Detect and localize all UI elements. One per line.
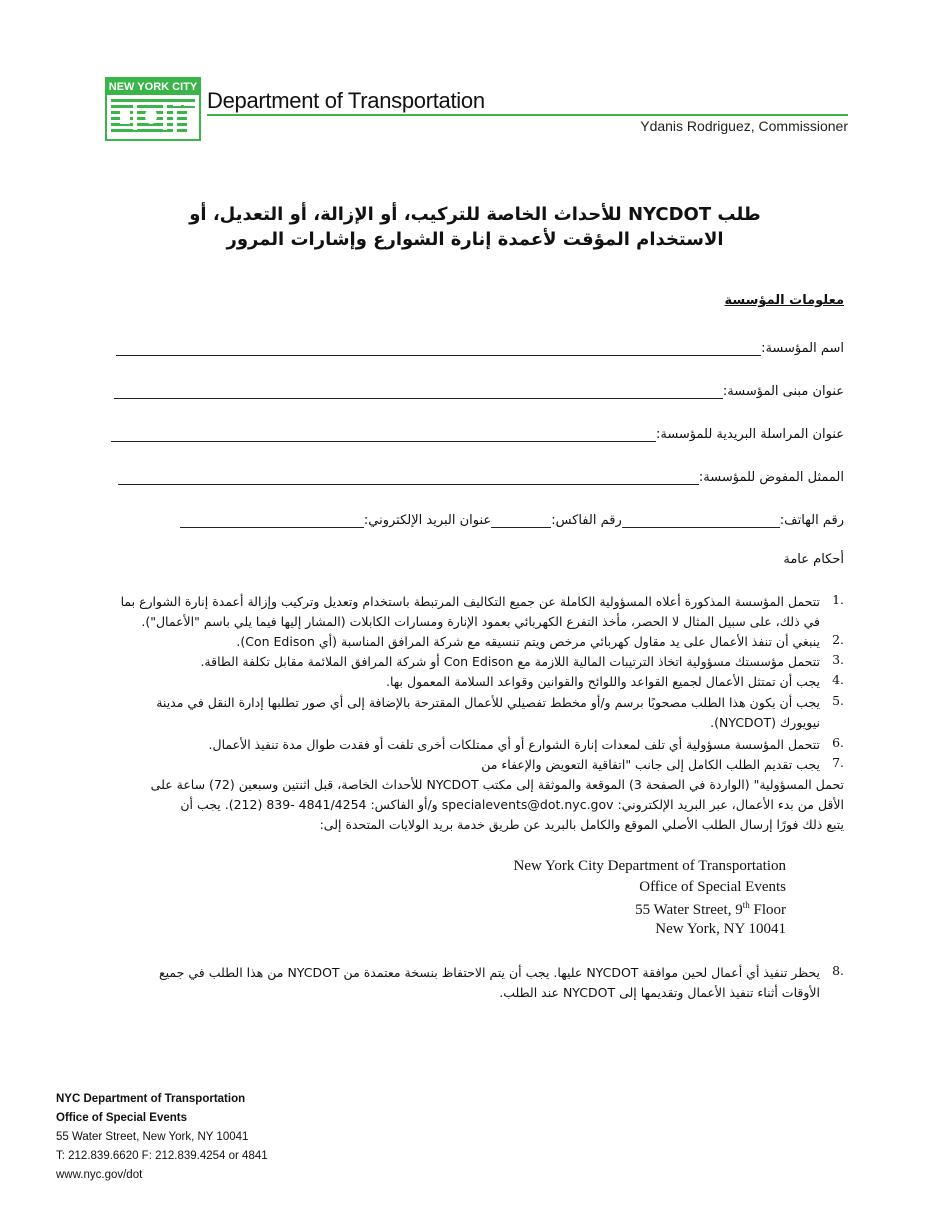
footer-office: Office of Special Events — [56, 1112, 188, 1124]
address-line-1: New York City Department of Transportation — [513, 858, 786, 874]
item-number: 7. — [832, 755, 844, 770]
term-item-7: يجب تقديم الطلب الكامل إلى جانب "اتفاقية التعويض والإعفاء من — [481, 757, 820, 772]
dot-logo-icon — [111, 99, 195, 133]
term-item-8 — [120, 963, 820, 1003]
org-name-input[interactable] — [116, 341, 761, 356]
term-line: تحمل المسؤولية" (الواردة في الصفحة 3) الموقعة والموثقة إلى مكتب NYCDOT للأحداث الخاصة، قبل اثنتين وسبعين (72) ساعة على — [150, 777, 844, 792]
footer-department: NYC Department of Transportation — [56, 1093, 246, 1105]
mailing-address-field — [111, 422, 844, 442]
item-number: 2. — [832, 632, 844, 647]
footer-website[interactable]: www.nyc.gov/dot — [56, 1169, 143, 1181]
email-label: عنوان البريد الإلكتروني: — [363, 513, 492, 528]
mailing-address-input[interactable] — [111, 427, 656, 442]
section-heading-org-info: معلومات المؤسسة — [724, 293, 844, 308]
term-line: يجب أن يكون هذا الطلب مصحوبًا برسم و/أو مخطط تفصيلي للأعمال المقترحة بالإضافة إلى أي صور تطلبها إدارة النقل في مدينة — [156, 695, 820, 710]
term-item-1 — [120, 592, 820, 632]
header-divider — [207, 114, 848, 116]
nyc-dot-logo — [105, 77, 201, 141]
term-line: في ذلك، على سبيل المثال لا الحصر، مأخذ التفرع الكهربائي بعمود الإنارة ومسارات الكابلات (المشار إليها فيما يلي باسم "الأعمال"). — [141, 614, 820, 629]
term-item-6: تتحمل المؤسسة مسؤولية أي تلف لمعدات إنارة الشوارع أو أي ممتلكات أخرى تلفت أو فقدت طوال مدة تنفيذ الأعمال. — [208, 737, 820, 752]
building-address-field — [114, 379, 844, 399]
term-line: الأقل من بدء الأعمال، عبر البريد الإلكتروني: specialevents@dot.nyc.gov و/أو الفاكس: 4841/4254 -839 (212). يجب أن — [180, 797, 844, 812]
term-item-5 — [120, 693, 820, 733]
mailing-address-label: عنوان المراسلة البريدية للمؤسسة: — [655, 427, 844, 442]
form-title-line-1: طلب NYCDOT للأحداث الخاصة للتركيب، أو الإزالة، أو التعديل، أو — [189, 204, 761, 225]
logo-text: NEW YORK CITY — [108, 81, 198, 93]
department-name: Department of Transportation — [207, 88, 485, 113]
form-title-line-2: الاستخدام المؤقت لأعمدة إنارة الشوارع وإشارات المرور — [226, 229, 724, 250]
term-line: الأوقات أثناء تنفيذ الأعمال وتقديمها إلى NYCDOT عند الطلب. — [499, 985, 820, 1000]
item-number: 8. — [832, 963, 844, 978]
term-line: يحظر تنفيذ أي أعمال لحين موافقة NYCDOT عليها. يجب أن يتم الاحتفاظ بنسخة معتمدة من NYCDOT من هذا الطلب في جميع — [159, 965, 820, 980]
representative-label: الممثل المفوض للمؤسسة: — [698, 470, 844, 485]
email-input[interactable] — [180, 513, 364, 528]
term-item-7-continuation — [114, 775, 844, 835]
commissioner-name: Ydanis Rodriguez, Commissioner — [640, 118, 848, 134]
section-heading-general-terms: أحكام عامة — [783, 552, 844, 567]
representative-field — [118, 465, 844, 485]
term-item-3: تتحمل مؤسستك مسؤولية اتخاذ الترتيبات المالية اللازمة مع Con Edison أو شركة المرافق الملائمة مقابل تكلفة الطاقة. — [200, 654, 820, 669]
org-name-field — [116, 336, 844, 356]
address-line-3: 55 Water Street, 9th Floor — [635, 900, 786, 918]
contact-row — [114, 508, 844, 528]
item-number: 3. — [832, 652, 844, 667]
item-number: 4. — [832, 672, 844, 687]
org-name-label: اسم المؤسسة: — [761, 341, 844, 356]
phone-label: رقم الهاتف: — [779, 513, 844, 528]
address-line-2: Office of Special Events — [639, 879, 786, 895]
item-number: 1. — [832, 592, 844, 607]
phone-input[interactable] — [622, 513, 780, 528]
footer-address: 55 Water Street, New York, NY 10041 — [56, 1131, 249, 1143]
term-item-4: يجب أن تمتثل الأعمال لجميع القواعد واللوائح والقوانين وقواعد السلامة المعمول بها. — [385, 674, 820, 689]
term-item-2: ينبغي أن تنفذ الأعمال على يد مقاول كهربائي مرخص ويتم تنسيقه مع شركة المرافق المناسبة (أي Con Edison). — [236, 634, 820, 649]
fax-input[interactable] — [491, 513, 551, 528]
term-line: تتحمل المؤسسة المذكورة أعلاه المسؤولية الكاملة عن جميع التكاليف المرتبطة باستخدام وتعديل وتركيب وإزالة أعمدة إنارة الشوارع بما — [120, 594, 820, 609]
fax-label: رقم الفاكس: — [551, 513, 622, 528]
term-line: يتبع ذلك فورًا إرسال الطلب الأصلي الموقع والكامل بالبريد عن طريق خدمة بريد الولايات المتحدة إلى: — [319, 817, 844, 832]
term-line: نيويورك (NYCDOT). — [710, 715, 820, 730]
building-address-input[interactable] — [114, 384, 723, 399]
item-number: 6. — [832, 735, 844, 750]
building-address-label: عنوان مبنى المؤسسة: — [722, 384, 844, 399]
footer-phone-fax: T: 212.839.6620 F: 212.839.4254 or 4841 — [56, 1150, 268, 1162]
address-line-4: New York, NY 10041 — [655, 921, 786, 937]
item-number: 5. — [832, 693, 844, 708]
representative-input[interactable] — [118, 470, 699, 485]
